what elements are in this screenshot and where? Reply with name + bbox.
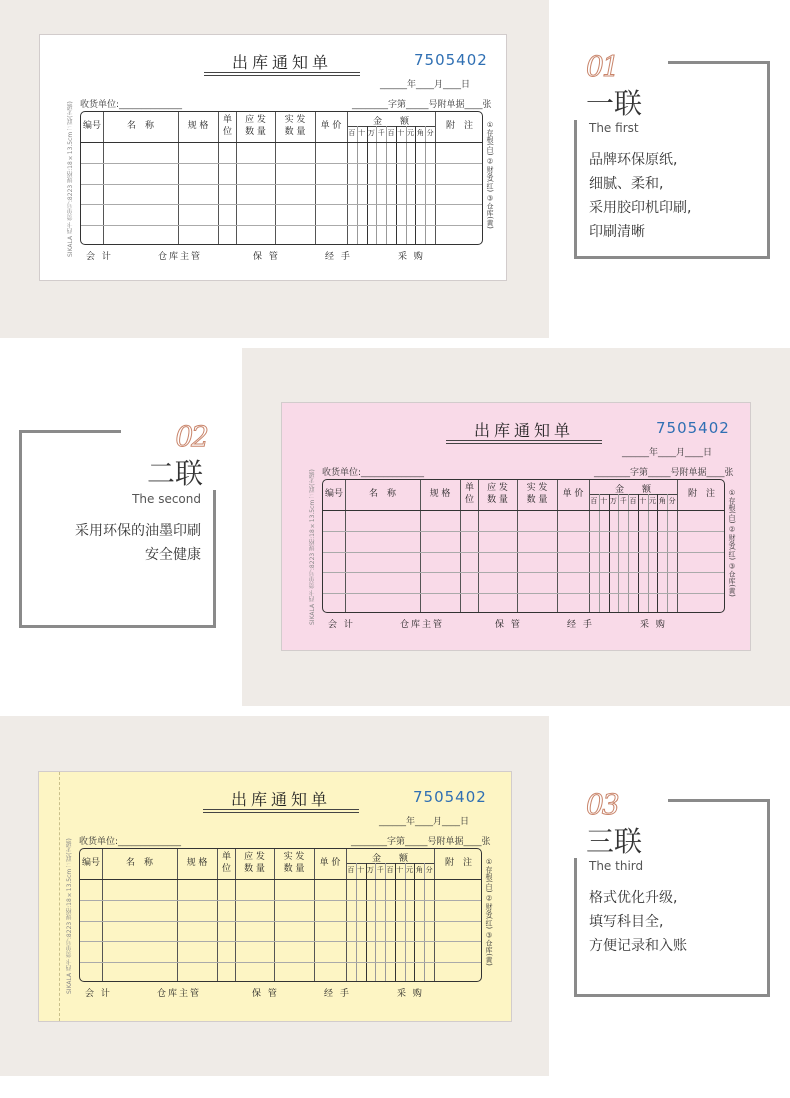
column-divider: [557, 480, 558, 612]
item-table: [80, 111, 483, 245]
footer-warehouse-manager: 仓库主管: [157, 989, 202, 999]
date-field: ______年____月____日: [379, 817, 470, 827]
description-line: 印刷清晰: [589, 224, 645, 240]
document-number-field: ________字第_____号附单据____张: [594, 468, 734, 478]
table-row-line: [81, 204, 482, 205]
header-note: 附 注: [445, 121, 473, 131]
form-title: 出库通知单: [230, 790, 331, 809]
table-row-line: [81, 184, 482, 185]
delivery-form-copy-pink: [281, 402, 751, 651]
footer-handler: 经 手: [324, 989, 351, 999]
description-line: 品牌环保原纸,: [589, 152, 678, 168]
amount-digit-header: 元: [406, 866, 414, 874]
footer-handler: 经 手: [325, 252, 352, 262]
column-divider: [315, 112, 316, 244]
amount-digit-header: 百: [590, 497, 598, 505]
footer-keeper: 保 管: [253, 252, 280, 262]
section-2-caption: [19, 418, 219, 630]
table-row-line: [80, 941, 481, 942]
receiving-unit-field: 收货单位:______________: [80, 100, 183, 110]
section-number: 02: [175, 420, 207, 453]
amount-digit-header: 万: [366, 866, 374, 874]
column-divider: [589, 480, 590, 612]
copy-distribution-note: ①存根(白) ②财务(红) ③仓库(黄): [485, 858, 493, 966]
digit-divider: [396, 126, 397, 245]
footer-accounting: 会 计: [328, 620, 355, 630]
header-amount: 金 额: [614, 485, 651, 495]
digit-divider: [618, 494, 619, 613]
header-unit: 单位: [223, 115, 233, 137]
header-price: 单 价: [562, 489, 584, 499]
perforation-line: [59, 772, 60, 1021]
header-actual-qty: 实 发 数 量: [283, 852, 305, 874]
frame-bottom-line: [19, 625, 216, 628]
amount-digit-header: 百: [387, 129, 395, 137]
section-title: 二联: [146, 457, 203, 490]
digit-divider: [375, 863, 376, 982]
amount-digit-header: 分: [426, 129, 434, 137]
footer-handler: 经 手: [567, 620, 594, 630]
side-print-info: SIKALA 西卡 货单号:8223 规格:18×13.5cm 三联(无碳): [66, 838, 73, 994]
amount-digit-header: 分: [668, 497, 676, 505]
serial-number: 7505402: [413, 788, 487, 806]
column-divider: [677, 480, 678, 612]
column-divider: [178, 112, 179, 244]
digit-divider: [599, 494, 600, 613]
digit-divider: [424, 863, 425, 982]
column-divider: [274, 849, 275, 981]
footer-keeper: 保 管: [495, 620, 522, 630]
serial-number: 7505402: [656, 419, 730, 437]
title-underline: [446, 440, 602, 441]
amount-subheader-line: [347, 126, 435, 127]
header-name: 名 称: [126, 121, 154, 131]
copy-distribution-note: ①存根(白) ②财务(红) ③仓库(黄): [728, 489, 736, 597]
frame-right-line: [767, 61, 770, 259]
section-description: [75, 519, 201, 567]
header-no: 编号: [81, 858, 100, 868]
title-underline: [203, 809, 359, 810]
amount-digit-header: 元: [649, 497, 657, 505]
column-divider: [235, 849, 236, 981]
amount-digit-header: 元: [407, 129, 415, 137]
column-divider: [218, 112, 219, 244]
table-row-line: [80, 921, 481, 922]
table-row-line: [80, 900, 481, 901]
header-spec: 规 格: [186, 858, 208, 868]
amount-subheader-line: [346, 863, 434, 864]
digit-divider: [638, 494, 639, 613]
digit-divider: [425, 126, 426, 245]
description-line: 填写科目全,: [589, 914, 664, 930]
header-divider: [80, 879, 481, 880]
section-subtitle: The third: [589, 859, 644, 873]
footer-purchasing: 采 购: [398, 252, 425, 262]
digit-divider: [405, 863, 406, 982]
footer-warehouse-manager: 仓库主管: [158, 252, 203, 262]
receiving-unit-field: 收货单位:______________: [79, 837, 182, 847]
header-name: 名 称: [125, 858, 153, 868]
section-description: [589, 148, 691, 244]
amount-digit-header: 千: [619, 497, 627, 505]
frame-bottom-line: [574, 256, 770, 259]
amount-digit-header: 十: [358, 129, 366, 137]
amount-digit-header: 十: [357, 866, 365, 874]
amount-digit-header: 角: [416, 129, 424, 137]
section-title: 三联: [586, 825, 643, 858]
amount-subheader-line: [589, 494, 677, 495]
column-divider: [347, 112, 348, 244]
column-divider: [275, 112, 276, 244]
column-divider: [434, 849, 435, 981]
footer-purchasing: 采 购: [640, 620, 667, 630]
amount-digit-header: 十: [600, 497, 608, 505]
digit-divider: [386, 126, 387, 245]
receiving-unit-field: 收货单位:______________: [322, 468, 425, 478]
document-number-field: ________字第_____号附单据____张: [352, 100, 492, 110]
frame-top-line: [668, 61, 770, 64]
digit-divider: [414, 863, 415, 982]
digit-divider: [609, 494, 610, 613]
header-unit: 单位: [465, 483, 475, 505]
header-price: 单 价: [320, 121, 342, 131]
digit-divider: [385, 863, 386, 982]
header-actual-qty: 实 发 数 量: [526, 483, 548, 505]
digit-divider: [395, 863, 396, 982]
frame-top-line: [19, 430, 121, 433]
description-line: 采用环保的油墨印刷: [75, 523, 201, 539]
footer-accounting: 会 计: [86, 252, 113, 262]
header-unit: 单位: [222, 852, 232, 874]
header-name: 名 称: [368, 489, 396, 499]
form-title: 出库通知单: [231, 53, 332, 72]
amount-digit-header: 万: [367, 129, 375, 137]
frame-top-line: [668, 799, 770, 802]
description-line: 采用胶印机印刷,: [589, 200, 692, 216]
form-title: 出库通知单: [473, 421, 574, 440]
section-title: 一联: [586, 87, 643, 120]
column-divider: [103, 112, 104, 244]
document-number-field: ________字第_____号附单据____张: [351, 837, 491, 847]
column-divider: [435, 112, 436, 244]
date-field: ______年____月____日: [380, 80, 471, 90]
amount-digit-header: 百: [347, 866, 355, 874]
amount-digit-header: 千: [377, 129, 385, 137]
digit-divider: [376, 126, 377, 245]
description-line: 格式优化升级,: [589, 890, 678, 906]
frame-left-line: [574, 858, 577, 997]
frame-bottom-line: [574, 994, 770, 997]
section-subtitle: The second: [132, 492, 201, 506]
header-spec: 规 格: [429, 489, 451, 499]
column-divider: [346, 849, 347, 981]
digit-divider: [366, 863, 367, 982]
amount-digit-header: 万: [609, 497, 617, 505]
header-price: 单 价: [319, 858, 341, 868]
table-row-line: [323, 531, 724, 532]
frame-right-line: [767, 799, 770, 997]
header-spec: 规 格: [187, 121, 209, 131]
digit-divider: [357, 126, 358, 245]
digit-divider: [648, 494, 649, 613]
column-divider: [236, 112, 237, 244]
title-underline: [204, 75, 360, 76]
description-line: 安全健康: [145, 547, 201, 563]
footer-accounting: 会 计: [85, 989, 112, 999]
column-divider: [345, 480, 346, 612]
title-underline: [446, 443, 602, 444]
item-table: [322, 479, 725, 613]
digit-divider: [667, 494, 668, 613]
header-due-qty: 应 发 数 量: [244, 852, 265, 874]
amount-digit-header: 分: [425, 866, 433, 874]
section-number: 03: [586, 788, 618, 821]
digit-divider: [657, 494, 658, 613]
table-row-line: [323, 593, 724, 594]
column-divider: [102, 849, 103, 981]
column-divider: [314, 849, 315, 981]
section-1-caption: [574, 50, 774, 260]
description-line: 细腻、柔和,: [589, 176, 664, 192]
side-print-info: SIKALA 西卡 货单号:8223 规格:18×13.5cm 三联(无碳): [67, 101, 74, 257]
footer-purchasing: 采 购: [397, 989, 424, 999]
table-row-line: [81, 225, 482, 226]
title-underline: [203, 812, 359, 813]
table-row-line: [81, 163, 482, 164]
item-table: [79, 848, 482, 982]
amount-digit-header: 千: [376, 866, 384, 874]
amount-digit-header: 十: [639, 497, 647, 505]
amount-digit-header: 角: [415, 866, 423, 874]
header-no: 编号: [324, 489, 343, 499]
column-divider: [217, 849, 218, 981]
frame-right-line: [213, 490, 216, 628]
amount-digit-header: 十: [396, 866, 404, 874]
side-print-info: SIKALA 西卡 货单号:8223 规格:18×13.5cm 三联(无碳): [309, 469, 316, 625]
table-row-line: [323, 552, 724, 553]
header-amount: 金 额: [371, 854, 408, 864]
copy-distribution-note: ①存根(白) ②财务(红) ③仓库(黄): [486, 121, 494, 229]
header-due-qty: 应 发 数 量: [487, 483, 508, 505]
table-row-line: [80, 962, 481, 963]
header-actual-qty: 实 发 数 量: [284, 115, 306, 137]
digit-divider: [367, 126, 368, 245]
header-divider: [81, 142, 482, 143]
section-description: [589, 886, 687, 958]
header-divider: [323, 510, 724, 511]
frame-left-line: [19, 430, 22, 628]
delivery-form-copy-white: [39, 34, 507, 281]
section-3-caption: [574, 788, 774, 998]
header-amount: 金 额: [372, 117, 409, 127]
title-underline: [204, 72, 360, 73]
description-line: 方便记录和入账: [589, 938, 687, 954]
section-subtitle: The first: [589, 121, 639, 135]
header-note: 附 注: [444, 858, 472, 868]
column-divider: [420, 480, 421, 612]
column-divider: [460, 480, 461, 612]
column-divider: [478, 480, 479, 612]
amount-digit-header: 百: [348, 129, 356, 137]
header-due-qty: 应 发 数 量: [245, 115, 266, 137]
section-number: 01: [586, 50, 618, 83]
column-divider: [177, 849, 178, 981]
date-field: ______年____月____日: [622, 448, 713, 458]
amount-digit-header: 百: [629, 497, 637, 505]
digit-divider: [356, 863, 357, 982]
digit-divider: [415, 126, 416, 245]
amount-digit-header: 角: [658, 497, 666, 505]
header-no: 编号: [82, 121, 101, 131]
digit-divider: [406, 126, 407, 245]
frame-left-line: [574, 120, 577, 259]
amount-digit-header: 百: [386, 866, 394, 874]
column-divider: [517, 480, 518, 612]
header-note: 附 注: [687, 489, 715, 499]
amount-digit-header: 十: [397, 129, 405, 137]
delivery-form-copy-yellow: [38, 771, 512, 1022]
table-row-line: [323, 572, 724, 573]
footer-warehouse-manager: 仓库主管: [400, 620, 445, 630]
footer-keeper: 保 管: [252, 989, 279, 999]
digit-divider: [628, 494, 629, 613]
serial-number: 7505402: [414, 51, 488, 69]
